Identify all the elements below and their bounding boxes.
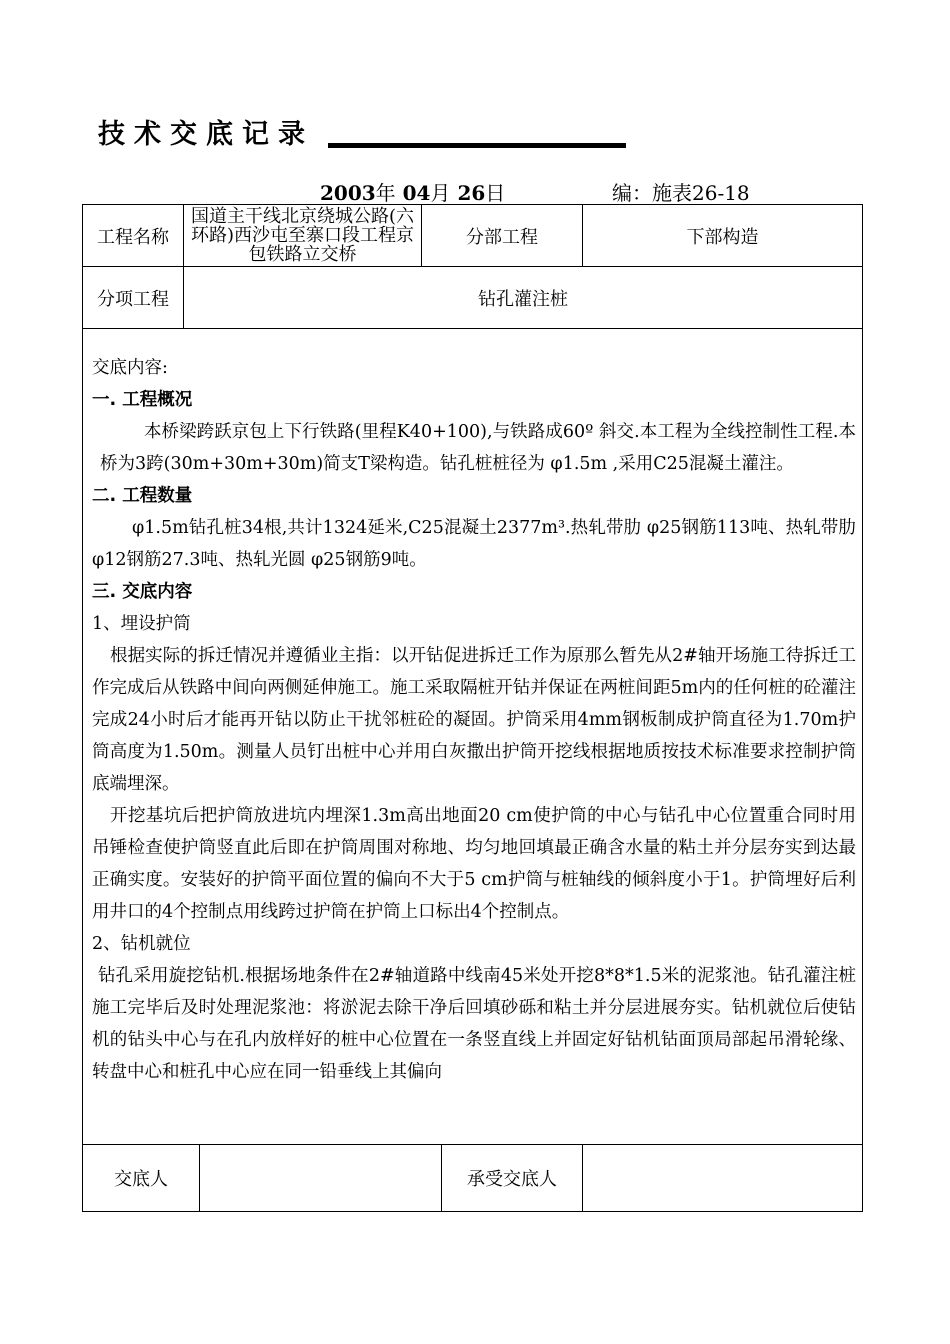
handover-person-value — [200, 1145, 442, 1212]
project-name-value: 国道主干线北京绕城公路(六环路)西沙屯至寨口段工程京包铁路立交桥 — [184, 205, 422, 267]
document-date: 2003年 04月 26日 — [320, 181, 506, 205]
project-name-label: 工程名称 — [83, 205, 184, 267]
subsection-casing: 1、埋设护筒 — [92, 614, 191, 634]
handover-person-label: 交底人 — [83, 1145, 200, 1212]
casing-paragraph-2: 开挖基坑后把护筒放进坑内埋深1.3m高出地面20 cm使护筒的中心与钻孔中心位置重合同时用吊锤检查使护筒竖直此后即在护筒周围对称地、均匀地回填最正确含水量的粘土并分层夯实到达最正确实度。安装好的护筒平面位置的偏向不大于5 cm护筒与桩轴线的倾斜度小于1。护筒埋好后利用井口的4个控制点用线跨过护筒在护筒上口标出4个控制点。 — [92, 806, 856, 922]
quantity-paragraph: φ1.5m钻孔桩34根,共计1324延米,C25混凝土2377m³.热轧带肋 φ25钢筋113吨、热轧带肋 φ12钢筋27.3吨、热轧光圆 φ25钢筋9吨。 — [92, 518, 856, 570]
receiver-value — [583, 1145, 863, 1212]
division-label: 分部工程 — [422, 205, 583, 267]
section-heading-overview: 一. 工程概况 — [92, 390, 193, 410]
overview-paragraph: 本桥梁跨跃京包上下行铁路(里程K40+100),与铁路成60º 斜交.本工程为全线控制性工程.本桥为3跨(30m+30m+30m)简支T梁构造。钻孔桩桩径为 φ1.5m ,采用C25混凝土灌注。 — [100, 422, 856, 474]
subitem-label: 分项工程 — [83, 267, 184, 329]
drill-positioning-paragraph: 钻孔采用旋挖钻机.根据场地条件在2#轴道路中线南45米处开挖8*8*1.5米的泥浆池。钻孔灌注桩施工完毕后及时处理泥浆池：将淤泥去除干净后回填砂砾和粘土并分层进展夯实。钻机就位后使钻机的钻头中心与在孔内放样好的桩中心位置在一条竖直线上并固定好钻机钻面顶局部起吊滑轮缘、转盘中心和桩孔中心应在同一铅垂线上其偏向 — [92, 966, 856, 1082]
division-value: 下部构造 — [583, 205, 863, 267]
receiver-label: 承受交底人 — [442, 1145, 583, 1212]
document-title: 技术交底记录 — [98, 119, 314, 150]
casing-paragraph-1: 根据实际的拆迁情况并遵循业主指：以开钻促进拆迁工作为原那么暂先从2#轴开场施工待拆迁工作完成后从铁路中间向两侧延伸施工。施工采取隔桩开钻并保证在两桩间距5m内的任何桩的砼灌注完成24小时后才能再开钻以防止干扰邻桩砼的凝固。护筒采用4mm钢板制成护筒直径为1.70m护筒高度为1.50m。测量人员钉出桩中心并用白灰撒出护筒开挖线根据地质按技术标准要求控制护筒底端埋深。 — [92, 646, 856, 794]
section-heading-details: 三. 交底内容 — [92, 582, 193, 602]
content-intro: 交底内容: — [92, 358, 168, 378]
handover-content — [92, 352, 856, 1088]
title-underline — [328, 143, 626, 148]
subitem-value: 钻孔灌注桩 — [184, 267, 863, 329]
section-heading-quantity: 二. 工程数量 — [92, 486, 193, 506]
form-number: 编：施表26-18 — [612, 181, 750, 205]
subsection-drill-positioning: 2、钻机就位 — [92, 934, 191, 954]
